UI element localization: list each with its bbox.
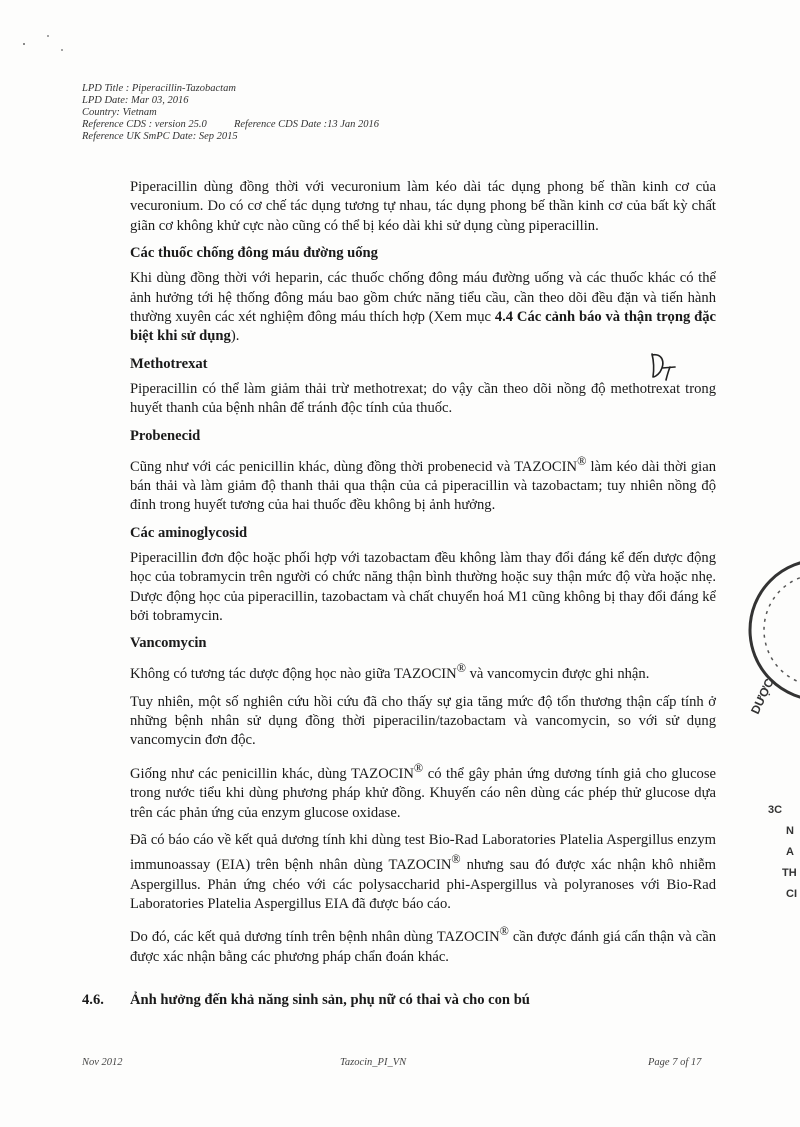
paragraph-methotrexat: Piperacillin có thể làm giảm thải trừ methotrexat; do vậy cần theo dõi nồng độ methotrexat trong huyết thanh của bệnh nhân để tránh độc tính của thuốc.: [130, 380, 716, 417]
reference-uk-smpc: Reference UK SmPC Date: Sep 2015: [82, 131, 238, 142]
paragraph-vancomycin-1-b: và vancomycin được ghi nhận.: [465, 666, 650, 683]
registered-mark: ®: [456, 661, 466, 676]
reference-cds-line: [82, 119, 422, 131]
edge-letter: 3C: [768, 804, 783, 816]
paragraph-therefore-a: Do đó, các kết quả dương tính trên bệnh nhân dùng TAZOCIN: [130, 929, 500, 946]
heading-aminoglycosid: Các aminoglycosid: [130, 524, 248, 541]
edge-letter: TH: [782, 867, 797, 879]
paragraph-aminoglycosid: Piperacillin đơn độc hoặc phối hợp với tazobactam đều không làm thay đổi đáng kể đến dược động học của tobramycin trên người có chức năng thận bình thường hoặc suy thận mức độ vừa hoặc nhẹ. Dược động học của piperacillin, tazobactam và chất chuyển hoá M1 cũng không bị thay đổi đáng kể bởi tobramycin.: [130, 549, 716, 624]
paragraph-vancomycin-1: [130, 659, 716, 684]
paragraph-probenecid-a: Cũng như với các penicillin khác, dùng đồng thời probenecid và TAZOCIN: [130, 458, 578, 475]
footer-date: Nov 2012: [82, 1057, 123, 1068]
lpd-title: LPD Title : Piperacillin-Tazobactam: [82, 83, 236, 94]
paragraph-therefore-b: cần được đánh giá cẩn thận và cần được xác nhận bằng các phương pháp chẩn đoán khác.: [130, 929, 716, 965]
paragraph-probenecid: [130, 452, 716, 516]
paragraph-biorad-b: nhưng sau đó được xác nhận khô nhiễm Aspergillus. Phản ứng chéo với các polysaccharid phi-Aspergillus và polyranoses với Bio-Rad Laboratories Platelia Aspergillus EIA đã được báo cáo.: [130, 857, 716, 912]
country: Country: Vietnam: [82, 107, 157, 118]
reference-cds-date: Reference CDS Date :13 Jan 2016: [233, 119, 380, 130]
paragraph-therefore: [130, 922, 716, 967]
paragraph-biorad: [130, 831, 716, 914]
paragraph-biorad-a: Đã có báo cáo về kết quả dương tính khi dùng test Bio-Rad Laboratories Platelia Aspergillus enzym immunoassay (EIA) trên bệnh nhân dùng TAZOCIN: [130, 831, 716, 874]
paragraph-vecuronium: Piperacillin dùng đồng thời với vecuronium làm kéo dài tác dụng phong bế thần kinh cơ của vecuronium. Do có cơ chế tác dụng tương tự nhau, tác dụng phong bế thần kinh cơ của bất kỳ chất giãn cơ không khử cực nào cũng có thể bị kéo dài khi sử dụng cùng piperacillin.: [130, 179, 716, 234]
handwritten-initials: [648, 350, 678, 382]
registered-mark: ®: [451, 852, 461, 867]
section-number: 4.6.: [82, 992, 104, 1008]
paragraph-anticoagulants-end: ).: [230, 328, 240, 345]
stamp-text: DƯỢC: [748, 676, 777, 717]
section-reference: 4.4 Các cảnh báo và thận trọng đặc biệt khi sử dụng: [130, 309, 716, 345]
registered-mark: ®: [499, 924, 509, 939]
paragraph-probenecid-b: làm kéo dài thời gian bán thải và làm giảm độ thanh thải qua thận của cả piperacillin và tazobactam; tuy nhiên nồng độ đỉnh trong huyết tương của hai thuốc đều không bị ảnh hưởng.: [130, 458, 717, 514]
document-body: [130, 178, 716, 975]
heading-methotrexat: Methotrexat: [130, 355, 208, 372]
paragraph-glucose-a: Giống như các penicillin khác, dùng TAZOCIN: [130, 765, 414, 782]
footer-page-number: Page 7 of 17: [648, 1057, 702, 1068]
footer-document-id: Tazocin_PI_VN: [340, 1057, 407, 1068]
heading-anticoagulants: Các thuốc chống đông máu đường uống: [130, 245, 378, 262]
paragraph-glucose: [130, 759, 716, 823]
section-heading-4-6: [82, 992, 722, 1009]
seal-stamp: [740, 530, 800, 730]
edge-stamp-fragments: [768, 800, 800, 905]
lpd-date: LPD Date: Mar 03, 2016: [82, 95, 189, 106]
paragraph-vancomycin-1-a: Không có tương tác dược động học nào giữa TAZOCIN: [130, 666, 457, 683]
edge-letter: N: [786, 825, 794, 837]
paragraph-glucose-b: có thể gây phản ứng dương tính giả cho glucose trong nước tiểu khi dùng phương pháp khử đồng. Khuyến cáo nên dùng các phép thử glucose dựa trên các phản ứng của enzym glucose oxidase.: [130, 765, 717, 821]
heading-probenecid: Probenecid: [130, 427, 201, 444]
edge-letter: A: [786, 846, 794, 858]
document-header: [82, 83, 422, 143]
section-title: Ảnh hưởng đến khả năng sinh sản, phụ nữ có thai và cho con bú: [130, 992, 530, 1008]
reference-cds: Reference CDS : version 25.0: [82, 119, 207, 130]
heading-vancomycin: Vancomycin: [130, 635, 207, 652]
scan-specks: [18, 30, 68, 60]
paragraph-anticoagulants-text: Khi dùng đồng thời với heparin, các thuốc chống đông máu đường uống và các thuốc khác có thể ảnh hưởng tới hệ thống đông máu bao gồm chức năng tiểu cầu, cần theo dõi đều đặn và tiến hành thường xuyên các xét nghiệm đông máu thích hợp (Xem mục: [130, 270, 716, 326]
paragraph-vancomycin-2: Tuy nhiên, một số nghiên cứu hồi cứu đã cho thấy sự gia tăng mức độ tổn thương thận cấp tính ở những bệnh nhân sử dụng đồng thời piperacilin/tazobactam và vancomycin, so với sử dụng vancomycin đơn độc.: [130, 693, 716, 749]
edge-letter: CI: [786, 888, 797, 900]
paragraph-anticoagulants: [130, 269, 716, 347]
registered-mark: ®: [413, 760, 424, 775]
registered-mark: ®: [577, 453, 587, 468]
